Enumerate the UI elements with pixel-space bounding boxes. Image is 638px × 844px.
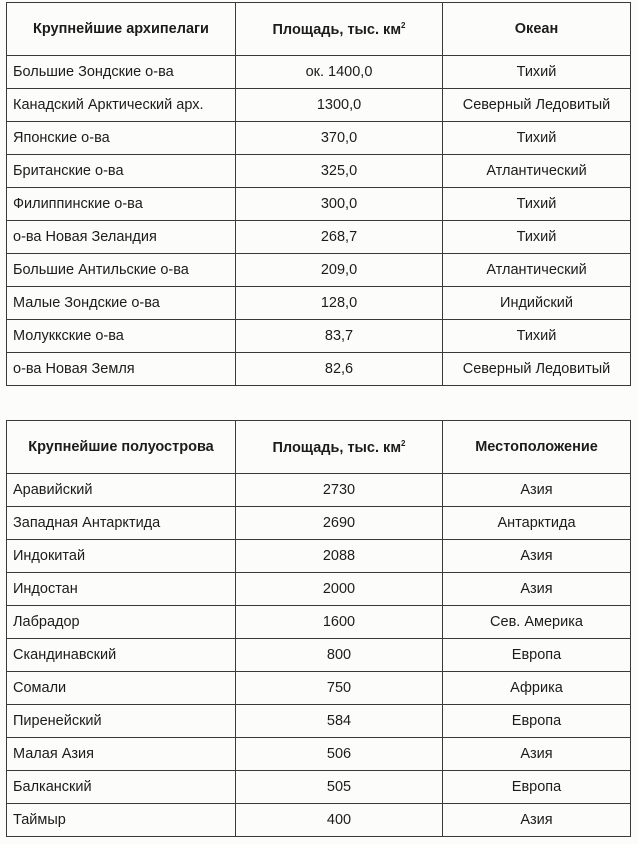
peninsulas-location-cell: Европа xyxy=(443,705,631,738)
header-archipelagos-area: Площадь, тыс. $км^2$ xyxy=(236,3,443,56)
peninsulas-area-cell: 505 xyxy=(236,771,443,804)
peninsulas-area-cell: 800 xyxy=(236,639,443,672)
archipelagos-name-cell: о-ва Новая Зеландия xyxy=(7,221,236,254)
archipelagos-area-cell: 83,7 xyxy=(236,320,443,353)
peninsulas-name-cell: Аравийский xyxy=(7,474,236,507)
archipelagos-ocean-cell: Тихий xyxy=(443,221,631,254)
archipelagos-area-cell: 209,0 xyxy=(236,254,443,287)
archipelagos-ocean-cell: Тихий xyxy=(443,188,631,221)
archipelagos-area-cell: 300,0 xyxy=(236,188,443,221)
table-row xyxy=(7,155,631,188)
table-row xyxy=(7,804,631,837)
peninsulas-location-cell: Европа xyxy=(443,771,631,804)
archipelagos-area-cell: 1300,0 xyxy=(236,89,443,122)
table-row xyxy=(7,705,631,738)
archipelagos-name-cell: Японские о-ва xyxy=(7,122,236,155)
peninsulas-name-cell: Пиренейский xyxy=(7,705,236,738)
peninsulas-area-cell: 506 xyxy=(236,738,443,771)
peninsulas-name-cell: Западная Антарктида xyxy=(7,507,236,540)
table-row xyxy=(7,672,631,705)
peninsulas-location-cell: Азия xyxy=(443,804,631,837)
peninsulas-area-cell: 584 xyxy=(236,705,443,738)
archipelagos-area-cell: ок. 1400,0 xyxy=(236,56,443,89)
archipelagos-name-cell: Молуккские о-ва xyxy=(7,320,236,353)
archipelagos-ocean-cell: Атлантический xyxy=(443,254,631,287)
archipelagos-name-cell: Британские о-ва xyxy=(7,155,236,188)
header-archipelagos-ocean: Океан xyxy=(443,3,631,56)
table-row xyxy=(7,540,631,573)
peninsulas-name-cell: Балканский xyxy=(7,771,236,804)
peninsulas-name-cell: Таймыр xyxy=(7,804,236,837)
peninsulas-location-cell: Азия xyxy=(443,540,631,573)
peninsulas-location-cell: Европа xyxy=(443,639,631,672)
archipelagos-area-cell: 325,0 xyxy=(236,155,443,188)
peninsulas-location-cell: Антарктида xyxy=(443,507,631,540)
archipelagos-name-cell: Канадский Арктический арх. xyxy=(7,89,236,122)
peninsulas-name-cell: Скандинавский xyxy=(7,639,236,672)
table-row xyxy=(7,573,631,606)
table-row xyxy=(7,353,631,386)
archipelagos-name-cell: Большие Зондские о-ва xyxy=(7,56,236,89)
peninsulas-area-cell: 2000 xyxy=(236,573,443,606)
table-row xyxy=(7,320,631,353)
peninsulas-area-cell: 2088 xyxy=(236,540,443,573)
table-row xyxy=(7,474,631,507)
archipelagos-ocean-cell: Северный Ледовитый xyxy=(443,89,631,122)
peninsulas-table xyxy=(6,420,631,837)
table-row xyxy=(7,56,631,89)
archipelagos-name-cell: о-ва Новая Земля xyxy=(7,353,236,386)
peninsulas-name-cell: Сомали xyxy=(7,672,236,705)
peninsulas-location-cell: Азия xyxy=(443,474,631,507)
peninsulas-area-cell: 1600 xyxy=(236,606,443,639)
archipelagos-name-cell: Филиппинские о-ва xyxy=(7,188,236,221)
archipelagos-name-cell: Малые Зондские о-ва xyxy=(7,287,236,320)
archipelagos-header-row xyxy=(7,3,631,56)
peninsulas-area-cell: 2690 xyxy=(236,507,443,540)
table-row xyxy=(7,507,631,540)
archipelagos-area-cell: 128,0 xyxy=(236,287,443,320)
table-row xyxy=(7,188,631,221)
peninsulas-location-cell: Африка xyxy=(443,672,631,705)
header-archipelagos-name: Крупнейшие архипелаги xyxy=(7,3,236,56)
archipelagos-ocean-cell: Индийский xyxy=(443,287,631,320)
peninsulas-area-cell: 750 xyxy=(236,672,443,705)
peninsulas-location-cell: Азия xyxy=(443,738,631,771)
archipelagos-ocean-cell: Тихий xyxy=(443,56,631,89)
archipelagos-area-cell: 268,7 xyxy=(236,221,443,254)
peninsulas-name-cell: Лабрадор xyxy=(7,606,236,639)
table-row xyxy=(7,606,631,639)
table-row xyxy=(7,254,631,287)
table-row xyxy=(7,771,631,804)
archipelagos-table xyxy=(6,2,631,386)
archipelagos-ocean-cell: Тихий xyxy=(443,122,631,155)
archipelagos-ocean-cell: Северный Ледовитый xyxy=(443,353,631,386)
archipelagos-name-cell: Большие Антильские о-ва xyxy=(7,254,236,287)
peninsulas-area-cell: 400 xyxy=(236,804,443,837)
peninsulas-location-cell: Азия xyxy=(443,573,631,606)
archipelagos-area-cell: 370,0 xyxy=(236,122,443,155)
peninsulas-name-cell: Малая Азия xyxy=(7,738,236,771)
table-row xyxy=(7,221,631,254)
table-row xyxy=(7,89,631,122)
header-peninsulas-area: Площадь, тыс. $км^2$ xyxy=(236,421,443,474)
table-row xyxy=(7,122,631,155)
header-peninsulas-name: Крупнейшие полуострова xyxy=(7,421,236,474)
archipelagos-ocean-cell: Тихий xyxy=(443,320,631,353)
peninsulas-location-cell: Сев. Америка xyxy=(443,606,631,639)
archipelagos-ocean-cell: Атлантический xyxy=(443,155,631,188)
table-row xyxy=(7,287,631,320)
header-peninsulas-location: Местоположение xyxy=(443,421,631,474)
table-row xyxy=(7,639,631,672)
archipelagos-area-cell: 82,6 xyxy=(236,353,443,386)
peninsulas-header-row xyxy=(7,421,631,474)
peninsulas-name-cell: Индостан xyxy=(7,573,236,606)
peninsulas-name-cell: Индокитай xyxy=(7,540,236,573)
table-row xyxy=(7,738,631,771)
peninsulas-area-cell: 2730 xyxy=(236,474,443,507)
